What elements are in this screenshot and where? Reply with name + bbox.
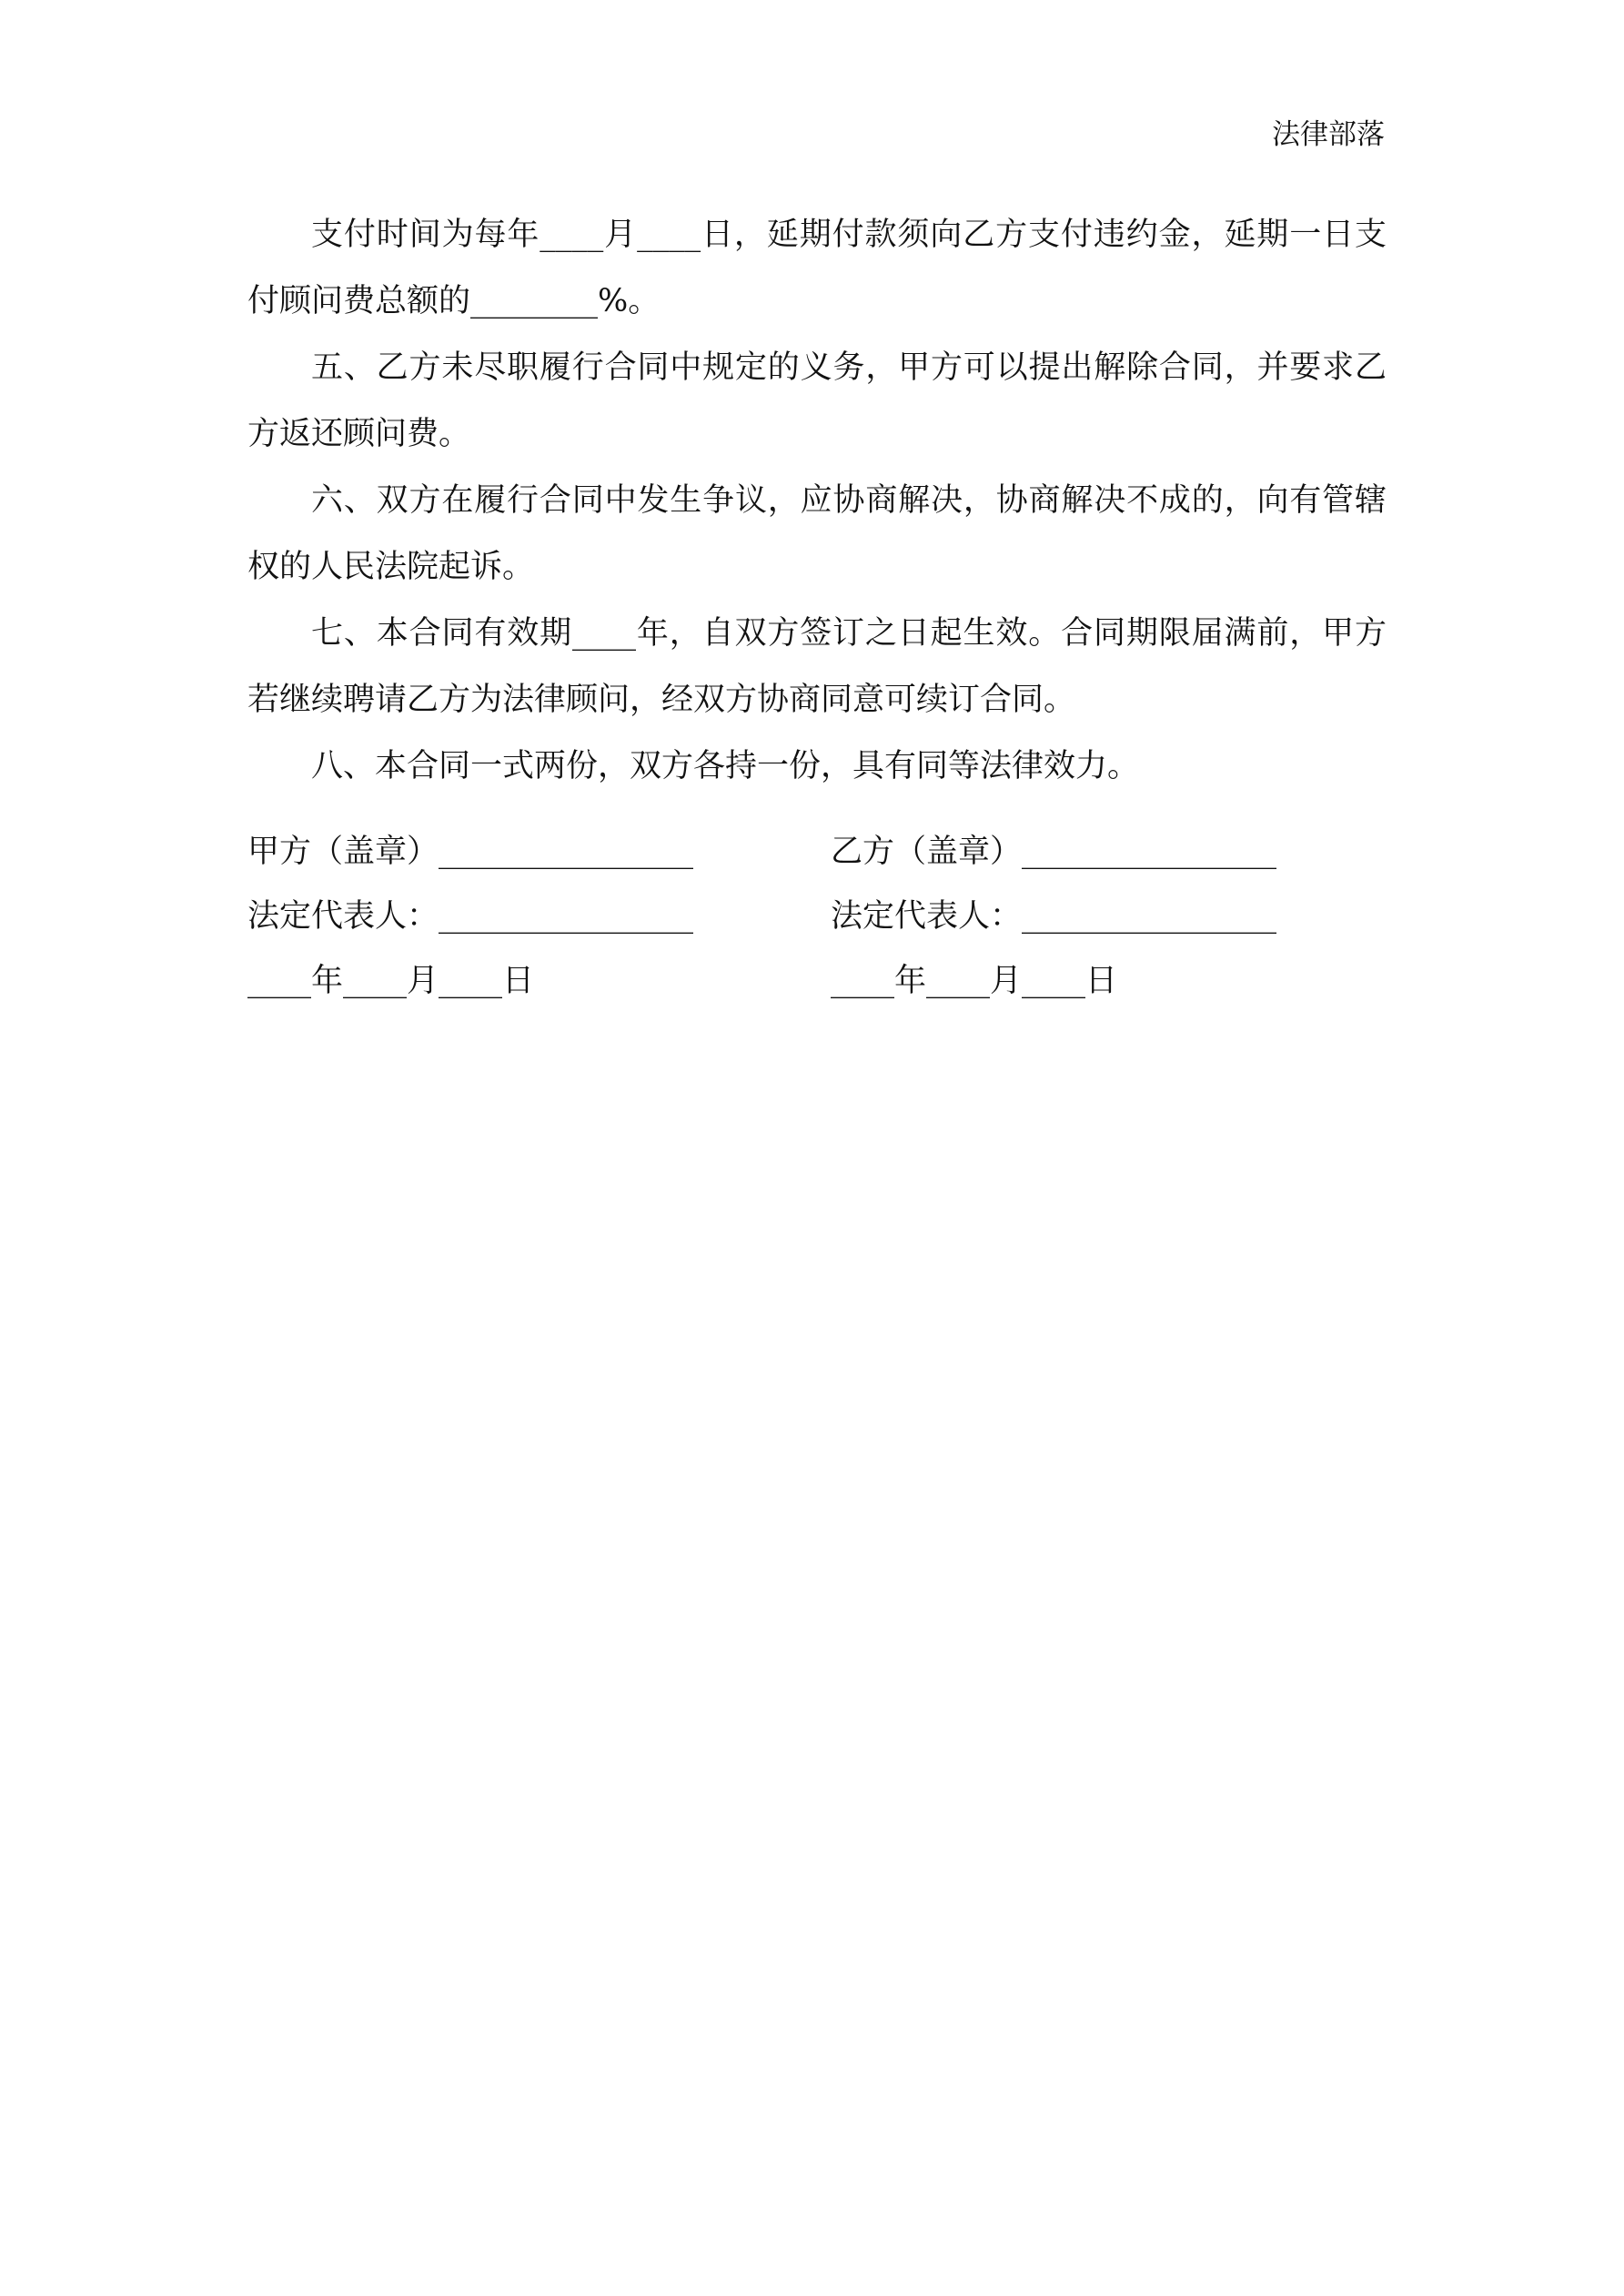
clause-6: 六、双方在履行合同中发生争议，应协商解决，协商解决不成的，向有管辖权的人民法院起诉。 [247,482,1387,585]
contract-body [247,202,1387,800]
header-brand: 法律部落 [1272,118,1385,151]
party-b-representative-line: 法定代表人：________________ [831,898,1277,935]
party-b-date-line: ____年____月____日 [831,963,1118,999]
party-b-seal-line: 乙方（盖章）________________ [831,834,1277,870]
clause-5: 五、乙方未尽职履行合同中规定的义务，甲方可以提出解除合同，并要求乙方返还顾问费。 [247,349,1387,452]
clause-payment-time: 支付时间为每年____月____日，延期付款须向乙方支付违约金，延期一日支付顾问费总额的________%。 [247,217,1387,319]
clause-8: 八、本合同一式两份，双方各持一份，具有同等法律效力。 [311,748,1140,784]
party-a-representative-line: 法定代表人：________________ [247,898,694,935]
clause-7: 七、本合同有效期____年，自双方签订之日起生效。合同期限届满前，甲方若继续聘请乙方为法律顾问，经双方协商同意可续订合同。 [247,615,1387,718]
party-a-date-line: ____年____月____日 [247,963,535,999]
party-a-seal-line: 甲方（盖章）________________ [247,834,694,870]
